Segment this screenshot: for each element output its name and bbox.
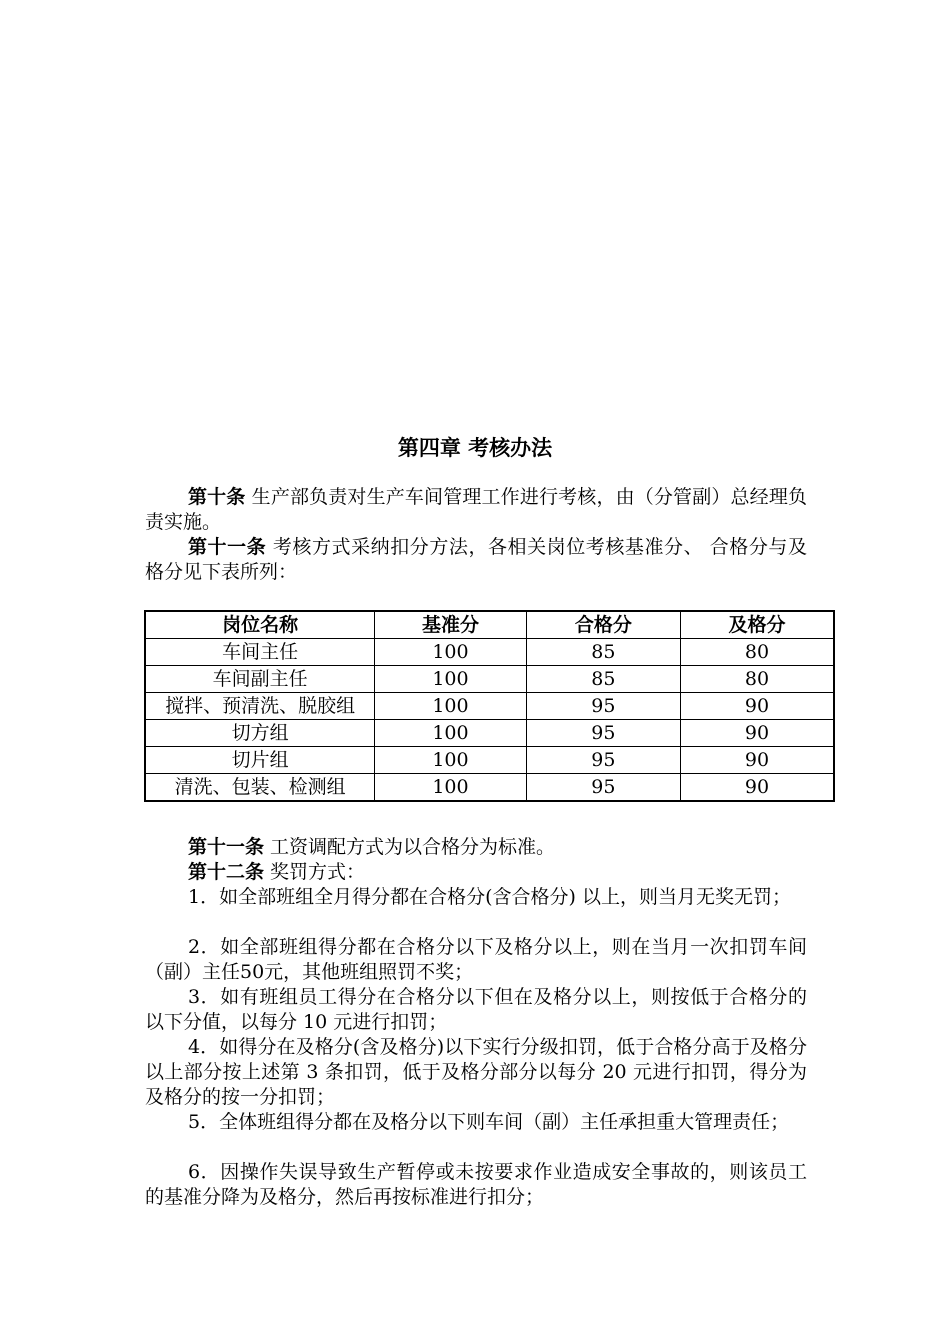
header-pass-score: 及格分: [681, 611, 834, 639]
cell-base-score: 100: [375, 666, 526, 693]
table-row: [145, 693, 834, 720]
cell-base-score: 100: [375, 747, 526, 774]
article-11: [145, 535, 807, 585]
cell-position: 车间主任: [145, 639, 375, 666]
table-row: [145, 720, 834, 747]
cell-qualified-score: 95: [526, 693, 680, 720]
cell-position: 切片组: [145, 747, 375, 774]
cell-qualified-score: 85: [526, 639, 680, 666]
reward-item-6: 6．因操作失误导致生产暂停或未按要求作业造成安全事故的，则该员工的基准分降为及格分，然后再按标准进行扣分；: [145, 1161, 807, 1208]
header-qualified-score: 合格分: [526, 611, 680, 639]
article-text: 生产部负责对生产车间管理工作进行考核，由（分管副）总经理负责实施。: [145, 486, 807, 533]
cell-position: 切方组: [145, 720, 375, 747]
cell-pass-score: 90: [681, 774, 834, 802]
article-label: 第十二条: [188, 861, 265, 883]
header-position: 岗位名称: [145, 611, 375, 639]
cell-base-score: 100: [375, 639, 526, 666]
chapter-title: 第四章 考核办法: [397, 435, 553, 460]
reward-item-2: 2．如全部班组得分都在合格分以下及格分以上，则在当月一次扣罚车间（副）主任50元，其他班组照罚不奖；: [145, 936, 807, 983]
cell-qualified-score: 95: [526, 720, 680, 747]
cell-pass-score: 90: [681, 720, 834, 747]
table-row: [145, 774, 834, 802]
article-text: 考核方式采纳扣分方法，各相关岗位考核基准分、 合格分与及格分见下表所列：: [145, 536, 807, 583]
cell-qualified-score: 95: [526, 774, 680, 802]
article-10: [145, 485, 807, 535]
reward-item-1: 1．如全部班组全月得分都在合格分(含合格分) 以上，则当月无奖无罚；: [188, 886, 791, 908]
article-text: 工资调配方式为以合格分为标准。: [264, 836, 556, 858]
cell-pass-score: 80: [681, 666, 834, 693]
cell-base-score: 100: [375, 774, 526, 802]
reward-item-5: 5．全体班组得分都在及格分以下则车间（副）主任承担重大管理责任；: [188, 1111, 790, 1133]
table-header-row: [145, 611, 834, 639]
cell-position: 搅拌、预清洗、脱胶组: [145, 693, 375, 720]
cell-pass-score: 90: [681, 747, 834, 774]
score-table: [144, 610, 835, 802]
table-row: [145, 639, 834, 666]
reward-item-4: 4．如得分在及格分(含及格分)以下实行分级扣罚，低于合格分高于及格分以上部分按上述第 3 条扣罚，低于及格分部分以每分 20 元进行扣罚，得分为及格分的按一分扣罚；: [145, 1036, 807, 1108]
cell-pass-score: 90: [681, 693, 834, 720]
article-text: 奖罚方式：: [264, 861, 366, 883]
cell-base-score: 100: [375, 720, 526, 747]
cell-qualified-score: 95: [526, 747, 680, 774]
article-12: [145, 860, 807, 885]
table-row: [145, 747, 834, 774]
article-11-salary: [145, 835, 807, 860]
cell-position: 清洗、包装、检测组: [145, 774, 375, 802]
header-base-score: 基准分: [375, 611, 526, 639]
cell-base-score: 100: [375, 693, 526, 720]
table-row: [145, 666, 834, 693]
article-label: 第十一条: [188, 536, 267, 558]
cell-qualified-score: 85: [526, 666, 680, 693]
article-label: 第十条: [188, 486, 246, 508]
reward-item-3: 3．如有班组员工得分在合格分以下但在及格分以上，则按低于合格分的以下分值，以每分 10 元进行扣罚；: [145, 986, 807, 1033]
cell-position: 车间副主任: [145, 666, 375, 693]
cell-pass-score: 80: [681, 639, 834, 666]
article-label: 第十一条: [188, 836, 265, 858]
